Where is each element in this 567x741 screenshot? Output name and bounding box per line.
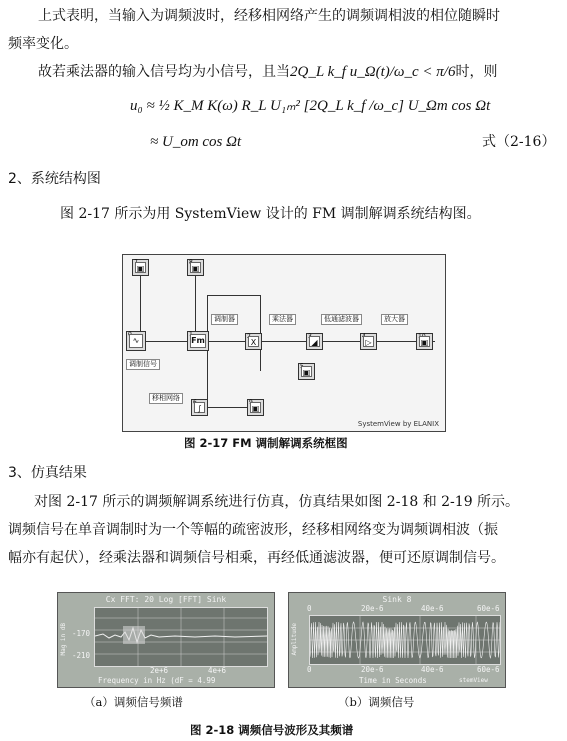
condition-math: 2Q_L k_f u_Ω(t)/ω_c < π/6 (290, 64, 456, 80)
spectrum-xtick-2: 4e+6 (208, 666, 227, 675)
wire-to-phase-net (207, 295, 208, 407)
waveform-bottom-tick-2: 20e-6 (361, 665, 384, 674)
waveform-ylabel: Amplitude (291, 623, 298, 656)
label-lowpass: 低通滤波器 (321, 314, 362, 325)
waveform-panel (288, 592, 506, 688)
section-3-line-2: 调频信号在单音调制时为一个等幅的疏密波形，经移相网络变为调频调相波（振 (8, 522, 498, 538)
spectrum-ylabel: Mag in dB (60, 623, 67, 656)
sink-block-8[interactable]: ▣ (187, 259, 204, 276)
waveform-bottom-tick-1: 0 (307, 665, 312, 674)
sink-block-7[interactable]: ▣ (132, 259, 149, 276)
spectrum-ytick-1: -170 (72, 629, 91, 638)
wire-to-multiplier (260, 295, 261, 335)
condition-line (38, 62, 497, 82)
fm-modulator-block[interactable]: Fm (187, 331, 209, 351)
condition-prefix: 故若乘法器的输入信号均为小信号，且当 (38, 64, 290, 80)
spectrum-xtick-1: 2e+6 (150, 666, 169, 675)
equation-1: u₀ ≈ ½ K_M K(ω) R_L U₁ₘ² [2Q_L k_f /ω_c] U_Ωm cos Ωt (130, 98, 491, 114)
figure-2-17-caption: 图 2-17 FM 调制解调系统框图 (184, 436, 348, 450)
spectrum-trace (95, 608, 267, 666)
equation-label: 式（2-16） (482, 134, 556, 150)
waveform-xlabel: Time in Seconds (359, 676, 427, 685)
sink-block-9[interactable]: ▣ (247, 399, 264, 416)
phase-network-block[interactable]: ∫ (191, 399, 208, 416)
multiplier-block[interactable]: X (245, 333, 262, 350)
amplifier-block[interactable]: ▷ (360, 333, 377, 350)
subcaption-a: （a）调频信号频谱 (84, 695, 183, 709)
waveform-top-tick-1: 0 (307, 604, 312, 613)
subcaption-b: （b）调频信号 (338, 695, 415, 709)
spectrum-xlabel: Frequency in Hz (dF = 4.99 (98, 676, 216, 685)
condition-suffix: 时，则 (455, 64, 498, 80)
equation-2: ≈ U_om cos Ωt (150, 134, 242, 150)
waveform-bottom-tick-3: 40e-6 (421, 665, 444, 674)
label-modulating-signal: 调制信号 (126, 359, 160, 370)
section-2-text: 图 2-17 所示为用 SystemView 设计的 FM 调制解调系统结构图。 (60, 206, 481, 222)
main-signal-wire (139, 341, 435, 342)
wire-to-sink-9 (207, 407, 247, 408)
section-2-heading: 2、系统结构图 (8, 171, 101, 187)
waveform-trace (310, 616, 500, 664)
spectrum-title: Cx FFT: 20 Log [FFT] Sink (105, 595, 227, 604)
sink-block-5[interactable]: ▣ (298, 363, 315, 380)
spectrum-panel (57, 592, 275, 688)
figure-2-18-caption: 图 2-18 调频信号波形及其频谱 (190, 723, 354, 737)
section-3-heading: 3、仿真结果 (8, 465, 87, 481)
lowpass-filter-block[interactable]: ◢ (306, 333, 323, 350)
waveform-plot-area (309, 615, 501, 665)
sink-block-10[interactable]: ▣ (416, 333, 433, 350)
label-modulator: 调制器 (211, 314, 238, 325)
section-3-line-3: 幅亦有起伏），经乘法器和调频信号相乘，再经低通滤波器，便可还原调制信号。 (8, 550, 505, 566)
waveform-top-tick-2: 20e-6 (361, 604, 384, 613)
source-block-0[interactable]: ∿ (126, 331, 146, 351)
system-block-diagram (122, 254, 446, 432)
watermark: SystemView by ELANIX (357, 420, 439, 428)
waveform-top-tick-4: 60e-6 (477, 604, 500, 613)
waveform-brand: stemView (459, 677, 488, 684)
waveform-title: Sink 8 (382, 595, 412, 604)
waveform-top-tick-3: 40e-6 (421, 604, 444, 613)
wire-to-sink-8 (195, 275, 196, 335)
wire-top-branch (207, 295, 260, 296)
spectrum-ytick-2: -210 (72, 651, 91, 660)
wire-to-sink-7 (140, 275, 141, 335)
section-3-line-1: 对图 2-17 所示的调频解调系统进行仿真，仿真结果如图 2-18 和 2-19 所示。 (34, 494, 520, 510)
label-amplifier: 放大器 (381, 314, 408, 325)
intro-line-2: 频率变化。 (8, 36, 78, 52)
spectrum-plot-area (94, 607, 268, 667)
intro-line-1: 上式表明，当输入为调频波时，经移相网络产生的调频调相波的相位随瞬时 (38, 8, 500, 24)
waveform-bottom-tick-4: 60e-6 (477, 665, 500, 674)
label-phase-network: 移相网络 (149, 393, 183, 404)
label-multiplier: 乘法器 (269, 314, 296, 325)
